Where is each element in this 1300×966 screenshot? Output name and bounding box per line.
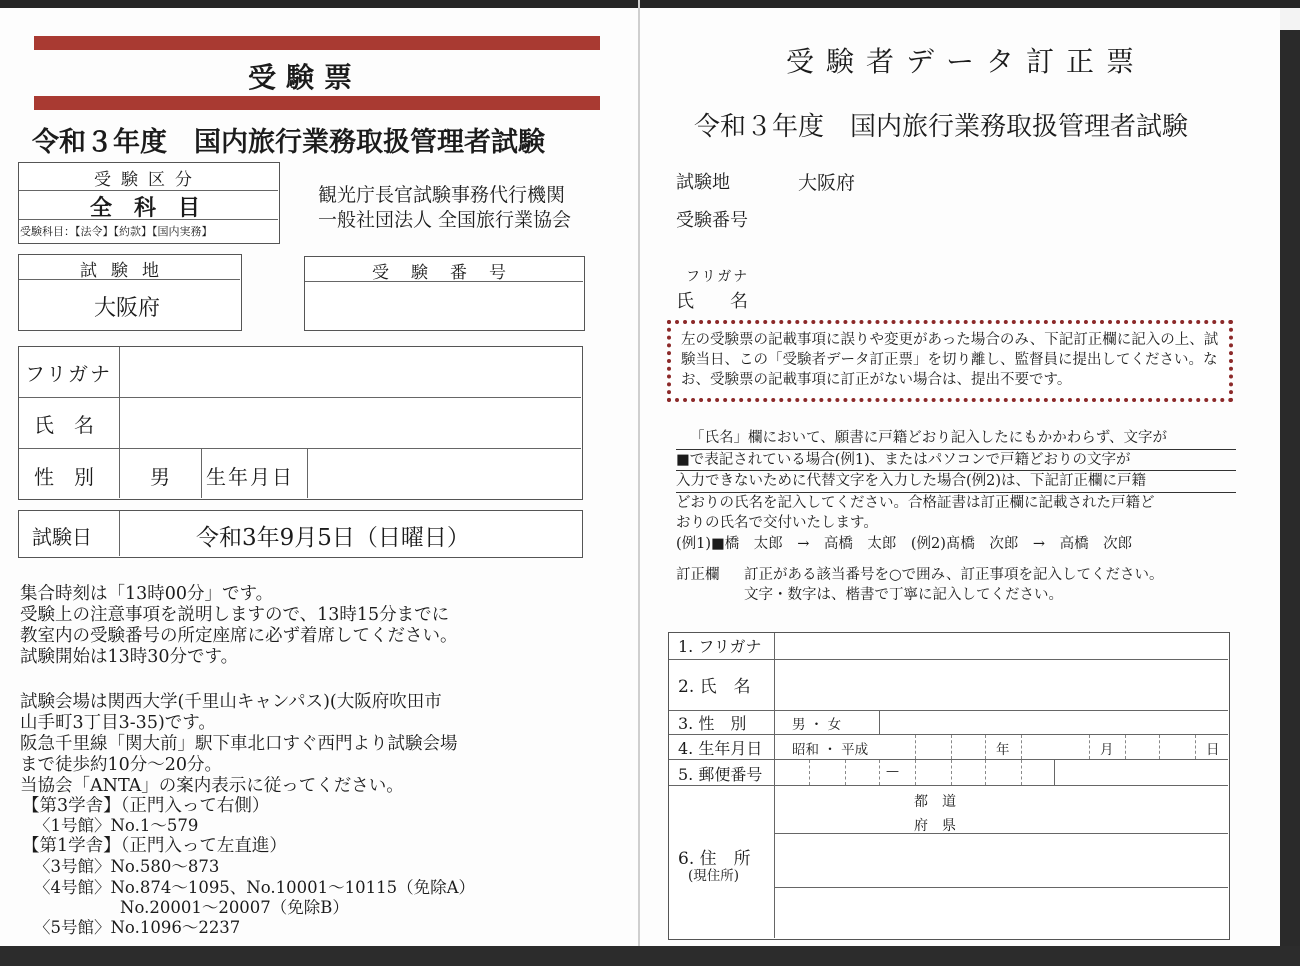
instruction-line: 〈3号館〉No.580〜873: [34, 857, 220, 876]
para-line: ■で表記されている場合(例1)、またはパソコンで戸籍どおりの文字が: [676, 450, 1236, 472]
name-correction-paragraph: [676, 428, 1236, 554]
issuer-line-1: 観光庁長官試験事務代行機関: [318, 184, 566, 206]
para-line: 入力できないために代替文字を入力した場合(例2)は、下記訂正欄に戸籍: [676, 471, 1236, 493]
subjects-line: 受験科目：【法令】【約款】【国内実務】: [20, 225, 213, 238]
site-header: 試験地: [80, 261, 173, 281]
field-instruction-1: 訂正がある該当番号を○で囲み、訂正事項を記入してください。: [744, 567, 1164, 583]
name-label: 氏 名: [34, 413, 94, 437]
instruction-line: 教室内の受験番号の所定座席に必ず着席してください。: [20, 626, 458, 646]
correction-exam-title: 令和３年度 国内旅行業務取扱管理者試験: [694, 112, 1189, 142]
address-sub-label: (現住所): [688, 868, 740, 884]
site-value: 大阪府: [94, 296, 161, 321]
gender-label: 性 別: [34, 465, 94, 489]
gender-options: 男 ・ 女: [792, 717, 842, 733]
instruction-line: 試験会場は関西大学(千里山キャンパス)(大阪府吹田市: [20, 692, 442, 712]
para-line: どおりの氏名を記入してください。合格証書は訂正欄に記載された戸籍ど: [676, 494, 1155, 511]
instruction-line: 試験開始は13時30分です。: [20, 647, 239, 667]
month-label: 月: [1100, 742, 1114, 758]
prefecture-label-2: 府 県: [914, 818, 956, 834]
form-row-birthdate: 4. 生年月日: [678, 739, 763, 758]
gender-value: 男: [150, 465, 170, 489]
form-row-name: 2. 氏 名: [678, 677, 751, 697]
date-label: 試験日: [32, 525, 92, 549]
para-line: 「氏名」欄において、願書に戸籍どおり記入したにもかかわらず、文字が: [676, 428, 1236, 450]
correction-title: 受験者データ訂正票: [786, 45, 1147, 78]
instruction-line: まで徒歩約10分〜20分。: [20, 755, 223, 775]
form-row-postal: 5. 郵便番号: [678, 765, 763, 784]
form-row-address: 6. 住 所: [678, 849, 751, 869]
era-options: 昭和 ・ 平成: [792, 742, 869, 758]
instruction-line: 〈4号館〉No.874〜1095、No.10001〜10115（免除A）: [34, 878, 476, 897]
notice-text: 左の受験票の記載事項に誤りや変更があった場合のみ、下記訂正欄に記入の上、試験当日、この「受験者データ訂正票」を切り離し、監督員に提出してください。なお、受験票の記載事項に訂正がない場合は、提出不要です。: [681, 332, 1219, 388]
field-instruction-2: 文字・数字は、楷書で丁寧に記入してください。: [744, 587, 1063, 603]
instruction-line: 【第1学舎】（正門入って左直進）: [22, 836, 287, 856]
correction-notice-box: [667, 320, 1233, 402]
issuer-line-2: 一般社団法人 全国旅行業協会: [318, 209, 572, 231]
exam-title: 令和３年度 国内旅行業務取扱管理者試験: [32, 127, 545, 158]
instruction-line: 集合時刻は「13時00分」です。: [20, 584, 274, 604]
instruction-line: 【第3学舎】（正門入って右側）: [22, 796, 270, 816]
scan-top-edge: [0, 0, 1300, 8]
day-label: 日: [1206, 742, 1220, 758]
category-value: 全科目: [90, 196, 223, 221]
form-row-gender: 3. 性 別: [678, 714, 747, 733]
correction-site-value: 大阪府: [798, 172, 856, 194]
instruction-line: 当協会「ANTA」の案内表示に従ってください。: [20, 776, 404, 796]
prefecture-label-1: 都 道: [914, 794, 956, 810]
title-red-bar-top: [34, 36, 600, 50]
form-row-furigana: 1. フリガナ: [678, 637, 762, 656]
example-line: (例1)■橋 太郎 → 高橋 太郎 (例2)髙橋 次郎 → 高橋 次郎: [676, 535, 1133, 552]
correction-form: [668, 632, 1230, 940]
scan-bottom-edge: [0, 946, 1300, 966]
para-line: おりの氏名で交付いたします。: [676, 515, 878, 531]
field-label: 訂正欄: [676, 567, 720, 583]
ticket-title: 受験票: [248, 61, 363, 94]
year-label: 年: [996, 742, 1010, 758]
fold-line: [638, 0, 640, 960]
category-header: 受験区分: [94, 170, 202, 190]
furigana-label: フリガナ: [25, 362, 112, 386]
instruction-line: 〈1号館〉No.1〜579: [34, 816, 199, 835]
instruction-line: No.20001〜20007（免除B）: [120, 898, 349, 917]
instruction-line: 〈5号館〉No.1096〜2237: [34, 918, 241, 937]
correction-name-label: 氏 名: [676, 291, 748, 312]
instruction-line: 阪急千里線「関大前」駅下車北口すぐ西門より試験会場: [20, 734, 458, 754]
correction-site-label: 試験地: [676, 172, 730, 193]
title-red-bar-bottom: [34, 96, 600, 110]
correction-number-label: 受験番号: [676, 210, 748, 231]
scan-right-edge: [1280, 30, 1300, 950]
number-header: 受験番号: [372, 263, 528, 283]
correction-furigana-label: フリガナ: [686, 269, 750, 285]
birth-label: 生年月日: [206, 465, 294, 489]
date-value: 令和3年9月5日（日曜日）: [196, 525, 470, 551]
instruction-line: 山手町3丁目3-35)です。: [20, 713, 216, 733]
postal-dash: —: [886, 764, 899, 779]
instruction-line: 受験上の注意事項を説明しますので、13時15分までに: [20, 605, 450, 625]
